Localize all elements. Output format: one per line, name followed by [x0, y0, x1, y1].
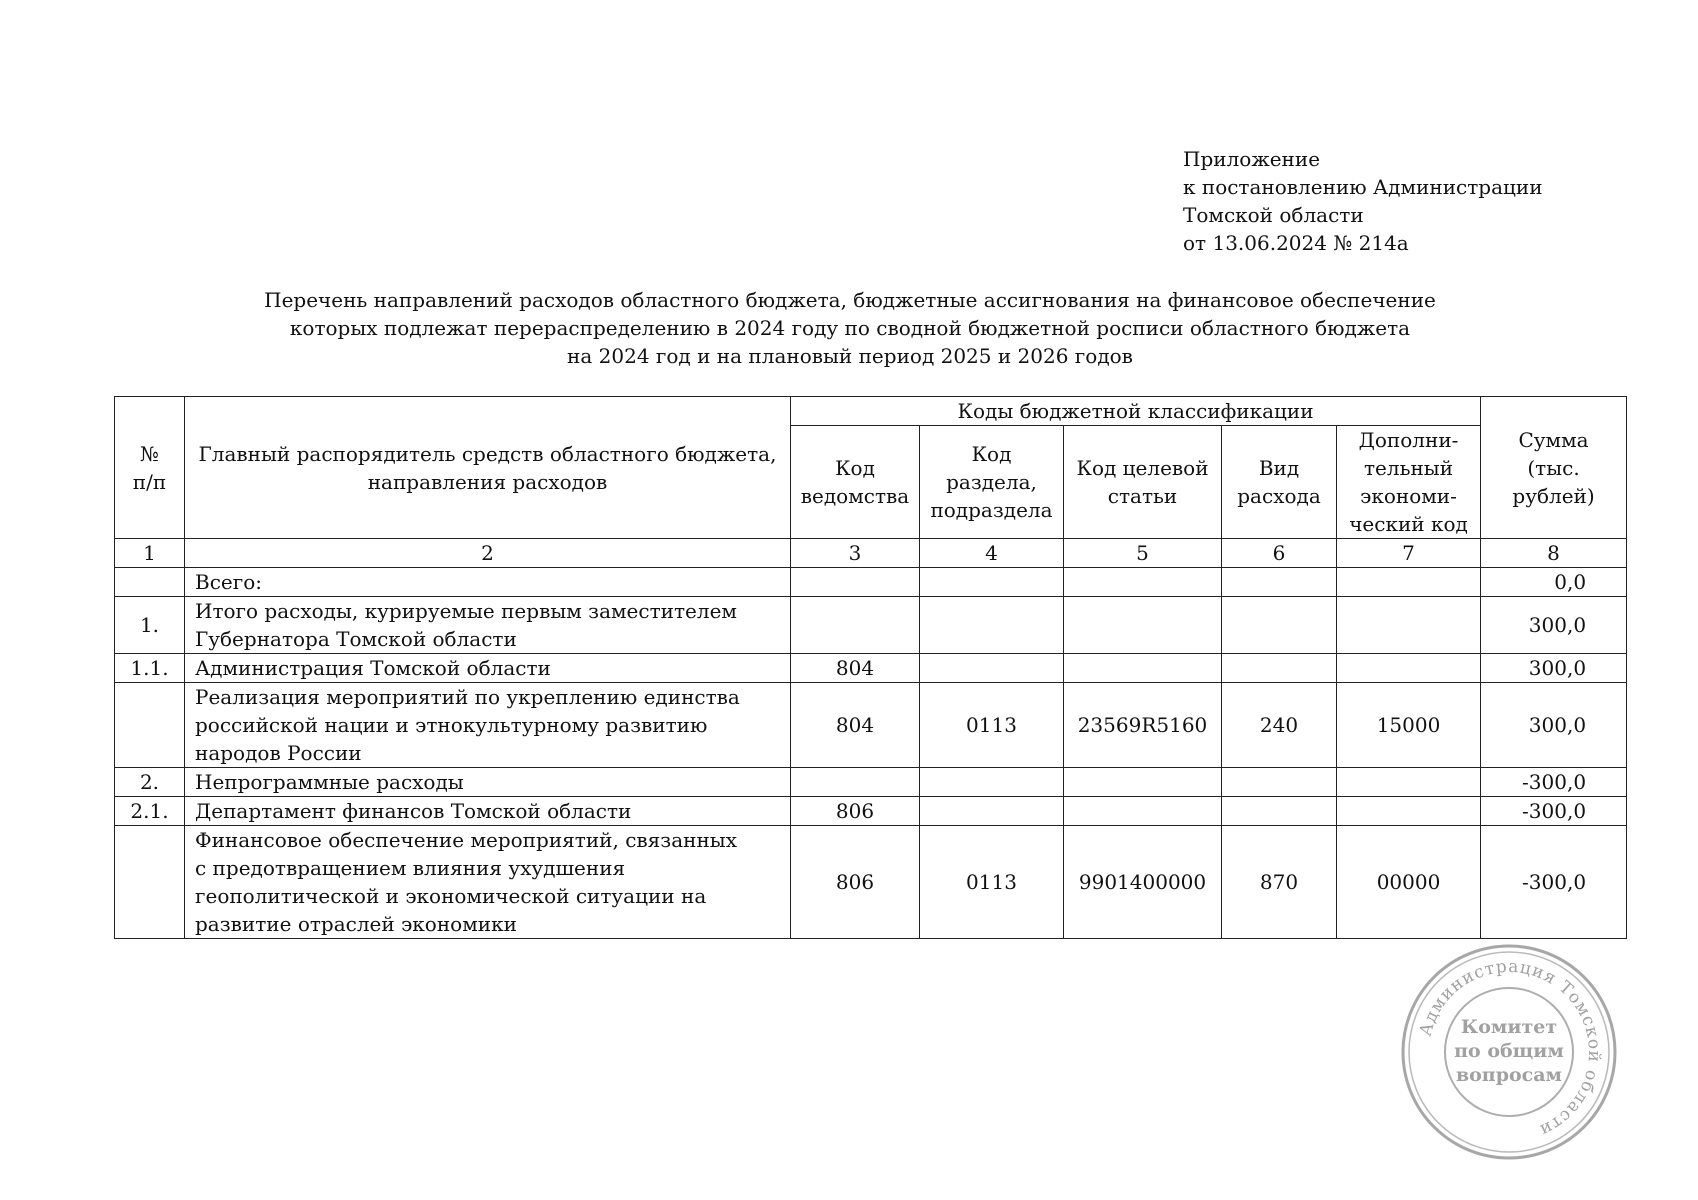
row-dept-code: 806	[791, 826, 920, 939]
appendix-line: от 13.06.2024 № 214а	[1183, 231, 1409, 255]
row-name: Финансовое обеспечение мероприятий, связанных с предотвращением влияния ухудшения геополитической и экономической ситуации на развитие отраслей экономики	[185, 826, 791, 939]
row-extra-code: 15000	[1337, 683, 1481, 768]
column-number: 3	[791, 539, 920, 568]
row-number: 1.1.	[115, 654, 185, 683]
column-number: 1	[115, 539, 185, 568]
row-sum: 0,0	[1481, 568, 1627, 597]
appendix-line: Томской области	[1183, 203, 1364, 227]
svg-text:Администрация Томской области: Администрация Томской области	[1415, 956, 1605, 1141]
row-number: 2.1.	[115, 797, 185, 826]
title-line: Перечень направлений расходов областного бюджета, бюджетные ассигнования на финансовое обеспечение	[264, 288, 1436, 312]
row-sum: -300,0	[1481, 826, 1627, 939]
seal-icon	[1400, 943, 1618, 1161]
official-stamp	[1400, 943, 1618, 1161]
header-num: № п/п	[115, 397, 185, 539]
row-sum: -300,0	[1481, 768, 1627, 797]
appendix-block	[1183, 145, 1543, 257]
table-row	[115, 797, 1627, 826]
row-section-code	[920, 568, 1064, 597]
row-extra-code	[1337, 597, 1481, 654]
row-number	[115, 683, 185, 768]
header-target: Код целевой статьи	[1064, 426, 1222, 539]
row-expense-type	[1222, 797, 1337, 826]
row-target-code	[1064, 797, 1222, 826]
row-target-code	[1064, 568, 1222, 597]
column-number: 7	[1337, 539, 1481, 568]
appendix-line: к постановлению Администрации	[1183, 175, 1543, 199]
svg-text:вопросам: вопросам	[1455, 1064, 1563, 1086]
row-dept-code	[791, 568, 920, 597]
table-row	[115, 597, 1627, 654]
document-title	[180, 286, 1520, 370]
row-extra-code	[1337, 768, 1481, 797]
row-dept-code: 806	[791, 797, 920, 826]
row-target-code	[1064, 597, 1222, 654]
appendix-line: Приложение	[1183, 147, 1321, 171]
row-number	[115, 826, 185, 939]
row-section-code	[920, 768, 1064, 797]
row-sum: 300,0	[1481, 654, 1627, 683]
row-target-code	[1064, 654, 1222, 683]
row-expense-type	[1222, 654, 1337, 683]
header-codes-group: Коды бюджетной классификации	[791, 397, 1481, 426]
row-sum: -300,0	[1481, 797, 1627, 826]
header-extra: Дополни- тельный экономи- ческий код	[1337, 426, 1481, 539]
row-number: 2.	[115, 768, 185, 797]
table-row	[115, 826, 1627, 939]
header-exptype: Вид расхода	[1222, 426, 1337, 539]
header-section: Код раздела, подраздела	[920, 426, 1064, 539]
row-extra-code: 00000	[1337, 826, 1481, 939]
row-name: Итого расходы, курируемые первым заместителем Губернатора Томской области	[185, 597, 791, 654]
row-section-code	[920, 597, 1064, 654]
row-section-code: 0113	[920, 826, 1064, 939]
header-row	[115, 397, 1627, 426]
row-expense-type	[1222, 768, 1337, 797]
table-row	[115, 683, 1627, 768]
column-number: 8	[1481, 539, 1627, 568]
row-section-code	[920, 797, 1064, 826]
row-extra-code	[1337, 568, 1481, 597]
svg-text:Комитет: Комитет	[1460, 1016, 1558, 1038]
header-name: Главный распорядитель средств областного бюджета, направления расходов	[185, 397, 791, 539]
row-expense-type: 870	[1222, 826, 1337, 939]
budget-table	[114, 396, 1627, 939]
column-number: 6	[1222, 539, 1337, 568]
row-section-code	[920, 654, 1064, 683]
table-row	[115, 568, 1627, 597]
row-name: Администрация Томской области	[185, 654, 791, 683]
row-name: Всего:	[185, 568, 791, 597]
row-dept-code	[791, 768, 920, 797]
row-target-code: 9901400000	[1064, 826, 1222, 939]
title-line: которых подлежат перераспределению в 2024 году по сводной бюджетной росписи областного бюджета	[289, 316, 1411, 340]
row-expense-type	[1222, 597, 1337, 654]
column-number: 4	[920, 539, 1064, 568]
header-dept: Код ведомства	[791, 426, 920, 539]
table-row	[115, 768, 1627, 797]
row-name: Реализация мероприятий по укреплению единства российской нации и этнокультурному развитию народов России	[185, 683, 791, 768]
row-section-code: 0113	[920, 683, 1064, 768]
header-sum: Сумма (тыс. рублей)	[1481, 397, 1627, 539]
row-number	[115, 568, 185, 597]
row-sum: 300,0	[1481, 597, 1627, 654]
column-number: 2	[185, 539, 791, 568]
row-expense-type	[1222, 568, 1337, 597]
row-name: Департамент финансов Томской области	[185, 797, 791, 826]
row-extra-code	[1337, 797, 1481, 826]
row-target-code	[1064, 768, 1222, 797]
row-target-code: 23569R5160	[1064, 683, 1222, 768]
title-line: на 2024 год и на плановый период 2025 и 2026 годов	[567, 344, 1133, 368]
row-dept-code	[791, 597, 920, 654]
row-expense-type: 240	[1222, 683, 1337, 768]
row-extra-code	[1337, 654, 1481, 683]
svg-text:по общим: по общим	[1454, 1040, 1564, 1062]
row-sum: 300,0	[1481, 683, 1627, 768]
row-number: 1.	[115, 597, 185, 654]
row-dept-code: 804	[791, 654, 920, 683]
column-number: 5	[1064, 539, 1222, 568]
row-name: Непрограммные расходы	[185, 768, 791, 797]
column-numbers-row	[115, 539, 1627, 568]
table-row	[115, 654, 1627, 683]
row-dept-code: 804	[791, 683, 920, 768]
